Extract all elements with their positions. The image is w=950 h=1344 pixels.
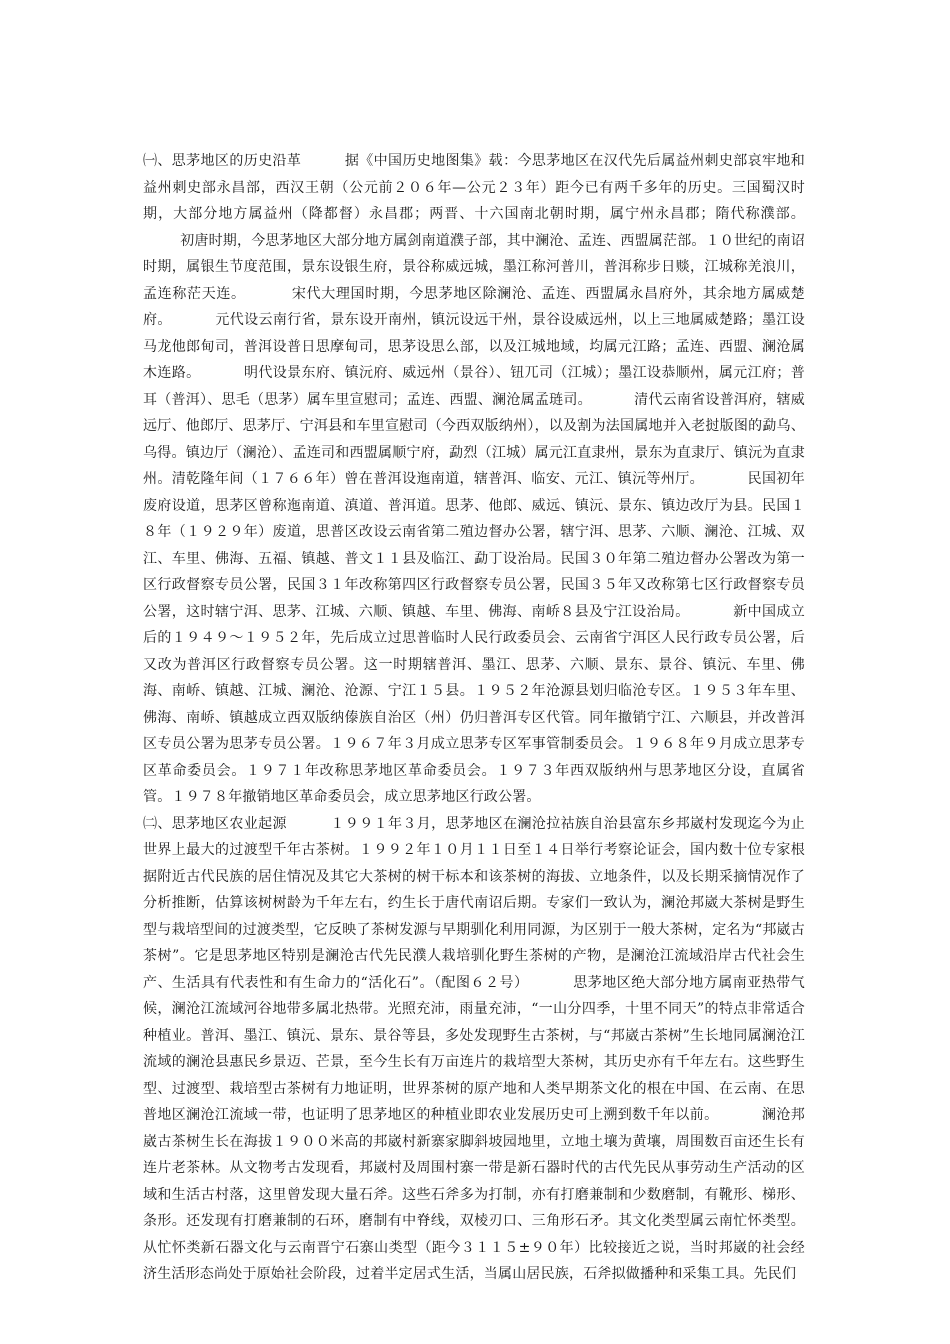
paragraph: 民国初年废府设道，思茅区曾称迤南道、滇道、普洱道。思茅、他郎、威远、镇沅、景东、镇边改厅为县。民国１８年（１９２９年）废道，思普区改设云南省第二殖边督办公署，辖宁洱、思茅、六顺、澜沧、江城、双江、车里、佛海、五福、镇越、普文１１县及临江、勐丁设治局。民国３０年第二殖边督办公署改为第一区行政督察专员公署，民国３１年改称第四区行政督察专员公署，民国３５年又改称第七区行政督察专员公署，这时辖宁洱、思茅、江城、六顺、镇越、车里、佛海、南峤８县及宁江设治局。 (143, 471, 805, 620)
section-agriculture (143, 811, 805, 1288)
paragraph: 据《中国历史地图集》载：今思茅地区在汉代先后属益州刺史部哀牢地和益州刺史部永昌部，西汉王朝（公元前２０６年—公元２３年）距今已有两千多年的历史。三国蜀汉时期，大部分地方属益州（降都督）永昌郡；两晋、十六国南北朝时期，属宁州永昌郡；隋代称濮部。 (143, 153, 806, 222)
paragraph: 宋代大理国时期，今思茅地区除澜沧、孟连、西盟属永昌府外，其余地方属威楚府。 (143, 285, 805, 328)
paragraph: 元代设云南行省，景东设开南州，镇沅设远干州，景谷设威远州，以上三地属威楚路；墨江设马龙他郎甸司，普洱设普日思摩甸司，思茅设思么部，以及江城地域，均属元江路；孟连、西盟、澜沧属木连路。 (143, 312, 806, 381)
section-title: ㈠、思茅地区的历史沿革 (143, 153, 302, 169)
paragraph: 澜沧邦崴古茶树生长在海拔１９００米高的邦崴村新寨家脚斜坡园地里，立地土壤为黄壤，周围数百亩还生长有连片老茶林。从文物考古发现看，邦崴村及周围村寨一带是新石器时代的古代先民从事劳动生产活动的区域和生活古村落，这里曾发现大量石斧。这些石斧多为打制，亦有打磨兼制和少数磨制，有靴形、梯形、条形。还发现有打磨兼制的石环，磨制有中脊线，双棱刃口、三角形石矛。其文化类型属云南忙怀类型。从忙怀类新石器文化与云南晋宁石寨山类型（距今３１１５±９０年）比较接近之说，当时邦崴的社会经济生活形态尚处于原始社会阶段，过着半定居式生活，当属山居民族，石斧拟做播种和采集工具。先民们 (143, 1107, 806, 1282)
section-history (143, 148, 805, 811)
paragraph: 明代设景东府、镇沅府、威远州（景谷）、钮兀司（江城）；墨江设恭顺州，属元江府；普耳（普洱）、思毛（思茅）属车里宣慰司；孟连、西盟、澜沧属孟琏司。 (143, 365, 806, 408)
paragraph: １９９１年３月，思茅地区在澜沧拉祜族自治县富东乡邦崴村发现迄今为止世界上最大的过渡型千年古茶树。１９９２年１０月１１日至１４日举行考察论证会，国内数十位专家根据附近古代民族的居住情况及其它大茶树的树干标本和该茶树的海拔、立地条件，以及长期采摘情况作了分析推断，估算该树树龄为千年左右，约生长于唐代南诏后期。专家们一致认为，澜沧邦崴大茶树是野生型与栽培型间的过渡类型，它反映了茶树发源与早期驯化利用同源，为区别于一般大茶树，定名为“邦崴古茶树”。它是思茅地区特别是澜沧古代先民濮人栽培驯化野生茶树的产物，是澜沧江流域沿岸古代社会生产、生活具有代表性和有生命力的“活化石”。（配图６２号） (143, 815, 806, 991)
paragraph: 清代云南省设普洱府，辖威远厅、他郎厅、思茅厅、宁洱县和车里宣慰司（今西双版纳州），以及割为法国属地并入老挝版图的勐乌、乌得。镇边厅（澜沧）、孟连司和西盟属顺宁府，勐烈（江城）属元江直隶州，景东为直隶厅、镇沅为直隶州。清乾隆年间（１７６６年）曾在普洱设迤南道，辖普洱、临安、元江、镇沅等州厅。 (143, 391, 806, 487)
section-title: ㈡、思茅地区农业起源 (143, 815, 287, 832)
paragraph: 新中国成立后的１９４９～１９５２年，先后成立过思普临时人民行政委员会、云南省宁洱区人民行政专员公署，后又改为普洱区行政督察专员公署。这一时期辖普洱、墨江、思茅、六顺、景东、景谷、镇沅、车里、佛海、南峤、镇越、江城、澜沧、沧源、宁江１５县。１９５２年沧源县划归临沧专区。１９５３年车里、佛海、南峤、镇越成立西双版纳傣族自治区（州）仍归普洱专区代管。同年撤销宁江、六顺县，并改普洱区专员公署为思茅专员公署。１９６７年３月成立思茅专区军事管制委员会。１９６８年９月成立思茅专区革命委员会。１９７１年改称思茅地区革命委员会。１９７３年西双版纳州与思茅地区分设，直属省管。１９７８年撤销地区革命委员会，成立思茅地区行政公署。 (143, 603, 805, 805)
paragraph: 初唐时期，今思茅地区大部分地方属剑南道濮子部，其中澜沧、孟连、西盟属茫部。１０世纪的南诏时期，属银生节度范围，景东设银生府，景谷称威远城，墨江称河普川，普洱称步日赕，江城称羌浪川，孟连称茫天连。 (143, 232, 806, 302)
paragraph: 思茅地区绝大部分地方属南亚热带气候，澜沧江流域河谷地带多属北热带。光照充沛，雨量充沛，“一山分四季，十里不同天”的特点非常适合种植业。普洱、墨江、镇沅、景东、景谷等县，多处发现野生古茶树，与“邦崴古茶树”生长地同属澜沧江流域的澜沧县惠民乡景迈、芒景，至今生长有万亩连片的栽培型大茶树，其历史亦有千年左右。这些野生型、过渡型、栽培型古茶树有力地证明，世界茶树的原产地和人类早期茶文化的根在中国、在云南、在思普地区澜沧江流域一带，也证明了思茅地区的种植业即农业发展历史可上溯到数千年以前。 (143, 974, 806, 1123)
document-page (143, 148, 805, 1288)
